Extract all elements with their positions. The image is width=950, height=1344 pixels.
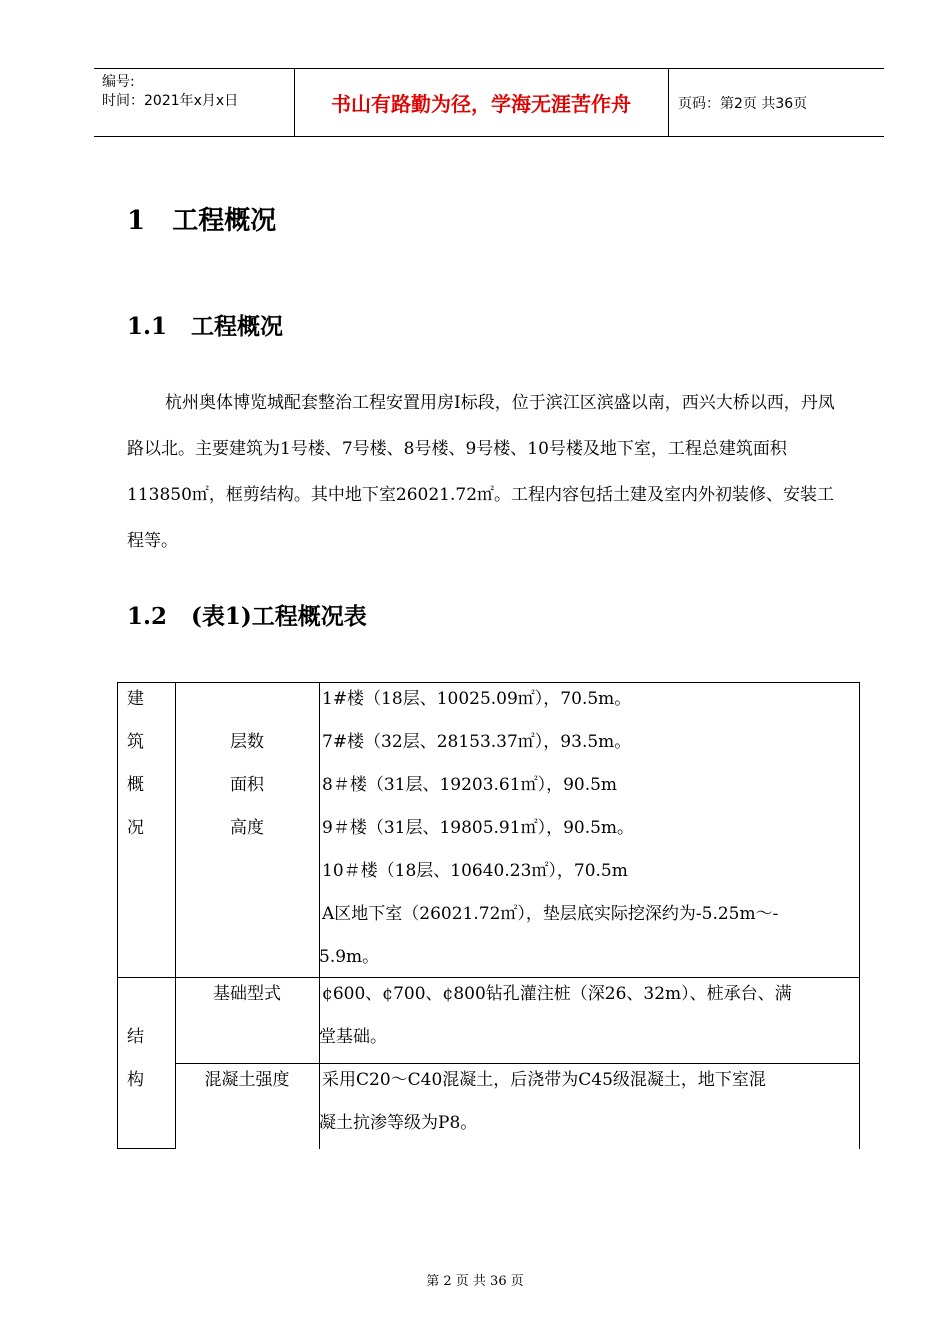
label-floors: 层数 (230, 732, 264, 752)
overview-table (117, 682, 860, 1149)
page-footer: 第 2 页 共 36 页 (426, 1274, 524, 1289)
concrete-line: 凝土抗渗等级为P8。 (319, 1113, 478, 1133)
category-char: 筑 (127, 732, 144, 752)
table-border (117, 682, 118, 1149)
heading-1-1: 1.1 工程概况 (127, 313, 284, 340)
body-paragraph (127, 380, 847, 564)
foundation-line: ¢600、¢700、¢800钻孔灌注桩（深26、32m）、桩承台、满 (322, 984, 792, 1004)
table-border (859, 682, 860, 1149)
heading-1-2: 1.2 (表1)工程概况表 (127, 603, 367, 630)
building-line: 7#楼（32层、28153.37㎡），93.5m。 (322, 732, 632, 752)
category-char: 结 (127, 1027, 144, 1047)
category-char: 建 (127, 689, 144, 709)
building-line: A区地下室（26021.72㎡），垫层底实际挖深约为-5.25m～- (322, 904, 779, 924)
category-char: 构 (127, 1070, 144, 1090)
concrete-line: 采用C20～C40混凝土，后浇带为C45级混凝土，地下室混 (322, 1070, 766, 1090)
foundation-line: 堂基础。 (319, 1027, 387, 1047)
building-line: 5.9m。 (319, 947, 380, 967)
page-header (94, 68, 884, 137)
time-label: 时间：2021年x月x日 (102, 93, 239, 109)
label-height: 高度 (230, 818, 264, 838)
building-line: 1#楼（18层、10025.09㎡），70.5m。 (322, 689, 632, 709)
table-divider (319, 682, 320, 1149)
label-foundation: 基础型式 (213, 984, 281, 1004)
header-divider (668, 69, 669, 136)
category-char: 况 (127, 818, 144, 838)
header-meta (102, 73, 238, 111)
header-motto: 书山有路勤为径，学海无涯苦作舟 (331, 92, 631, 116)
table-border (117, 1148, 175, 1149)
category-char: 概 (127, 775, 144, 795)
paragraph-text: 杭州奥体博览城配套整治工程安置用房I标段，位于滨江区滨盛以南，西兴大桥以西，丹凤路以北。主要建筑为1号楼、7号楼、8号楼、9号楼、10号楼及地下室，工程总建筑面积113850㎡，框剪结构。其中地下室26021.72㎡。工程内容包括土建及室内外初装修、安装工程等。 (127, 393, 835, 551)
building-line: 8＃楼（31层、19203.61㎡），90.5m (322, 775, 618, 795)
building-line: 10＃楼（18层、10640.23㎡），70.5m (322, 861, 628, 881)
label-concrete: 混凝土强度 (204, 1070, 290, 1090)
building-line: 9＃楼（31层、19805.91㎡），90.5m。 (322, 818, 635, 838)
page-number-label: 页码：第2页 共36页 (678, 95, 808, 112)
number-label: 编号: (102, 74, 135, 90)
label-area: 面积 (230, 775, 264, 795)
heading-1: 1 工程概况 (127, 206, 277, 236)
